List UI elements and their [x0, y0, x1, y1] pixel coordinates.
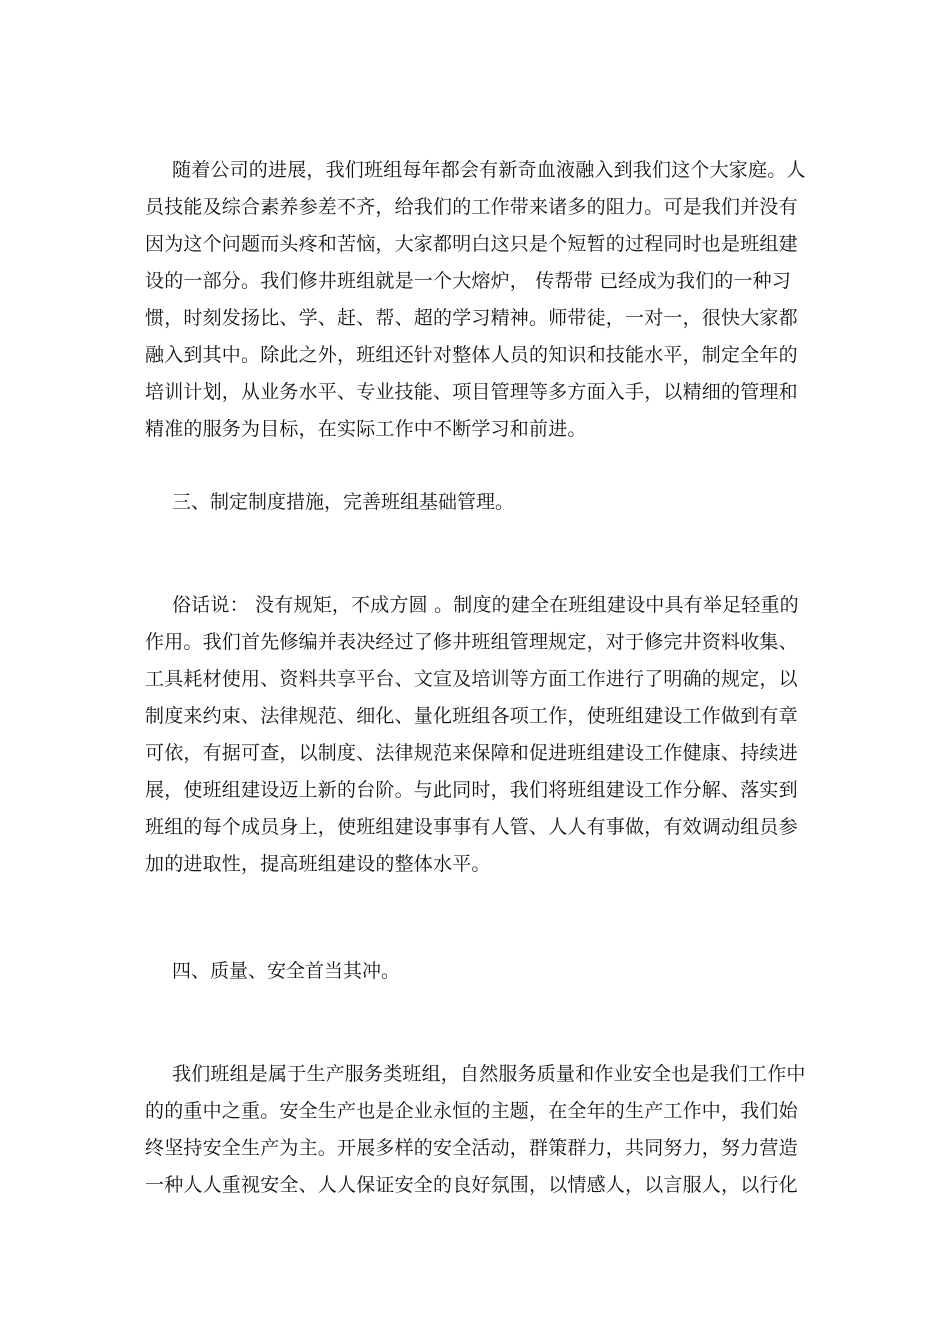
paragraph-line: 可依，有据可查，以制度、法律规范来保障和促进班组建设工作健康、持续进: [145, 742, 798, 764]
paragraph-quality-safety: [145, 1056, 810, 1204]
section-heading-3: 三、制定制度措施，完善班组基础管理。: [172, 491, 515, 513]
paragraph-line: 惯，时刻发扬比、学、赶、帮、超的学习精神。师带徒，一对一，很快大家都: [145, 307, 798, 329]
paragraph-line: 的的重中之重。安全生产也是企业永恒的主题，在全年的生产工作中，我们始: [145, 1100, 798, 1122]
paragraph-line: 随着公司的进展，我们班组每年都会有新奇血液融入到我们这个大家庭。人: [172, 159, 806, 181]
paragraph-line: 员技能及综合素养参差不齐，给我们的工作带来诸多的阻力。可是我们并没有: [145, 196, 798, 218]
paragraph-line: 作用。我们首先修编并表决经过了修井班组管理规定，对于修完井资料收集、: [145, 631, 798, 653]
paragraph-line: 因为这个问题而头疼和苦恼，大家都明白这只是个短暂的过程同时也是班组建: [145, 233, 798, 255]
paragraph-line: 俗话说： 没有规矩，不成方圆 。制度的建全在班组建设中具有举足轻重的: [172, 594, 799, 616]
paragraph-line: 加的进取性，提高班组建设的整体水平。: [145, 853, 491, 875]
paragraph-team-development: [145, 152, 810, 448]
paragraph-line: 设的一部分。我们修井班组就是一个大熔炉， 传帮带 已经成为我们的一种习: [145, 270, 792, 292]
paragraph-line: 展，使班组建设迈上新的台阶。与此同时，我们将班组建设工作分解、落实到: [145, 779, 798, 801]
paragraph-line: 工具耗材使用、资料共享平台、文宣及培训等方面工作进行了明确的规定，以: [145, 668, 798, 690]
paragraph-line: 精准的服务为目标，在实际工作中不断学习和前进。: [145, 418, 587, 440]
paragraph-line: 班组的每个成员身上，使班组建设事事有人管、人人有事做，有效调动组员参: [145, 816, 798, 838]
paragraph-line: 终坚持安全生产为主。开展多样的安全活动，群策群力，共同努力，努力营造: [145, 1137, 798, 1159]
paragraph-rules: [145, 587, 810, 883]
section-heading-4: 四、质量、安全首当其冲。: [172, 960, 401, 982]
paragraph-line: 制度来约束、法律规范、细化、量化班组各项工作，使班组建设工作做到有章: [145, 705, 798, 727]
paragraph-line: 培训计划，从业务水平、专业技能、项目管理等多方面入手，以精细的管理和: [145, 381, 798, 403]
paragraph-line: 一种人人重视安全、人人保证安全的良好氛围，以情感人，以言服人，以行化: [145, 1174, 798, 1196]
paragraph-line: 融入到其中。除此之外，班组还针对整体人员的知识和技能水平，制定全年的: [145, 344, 798, 366]
paragraph-line: 我们班组是属于生产服务类班组，自然服务质量和作业安全也是我们工作中: [172, 1063, 806, 1085]
